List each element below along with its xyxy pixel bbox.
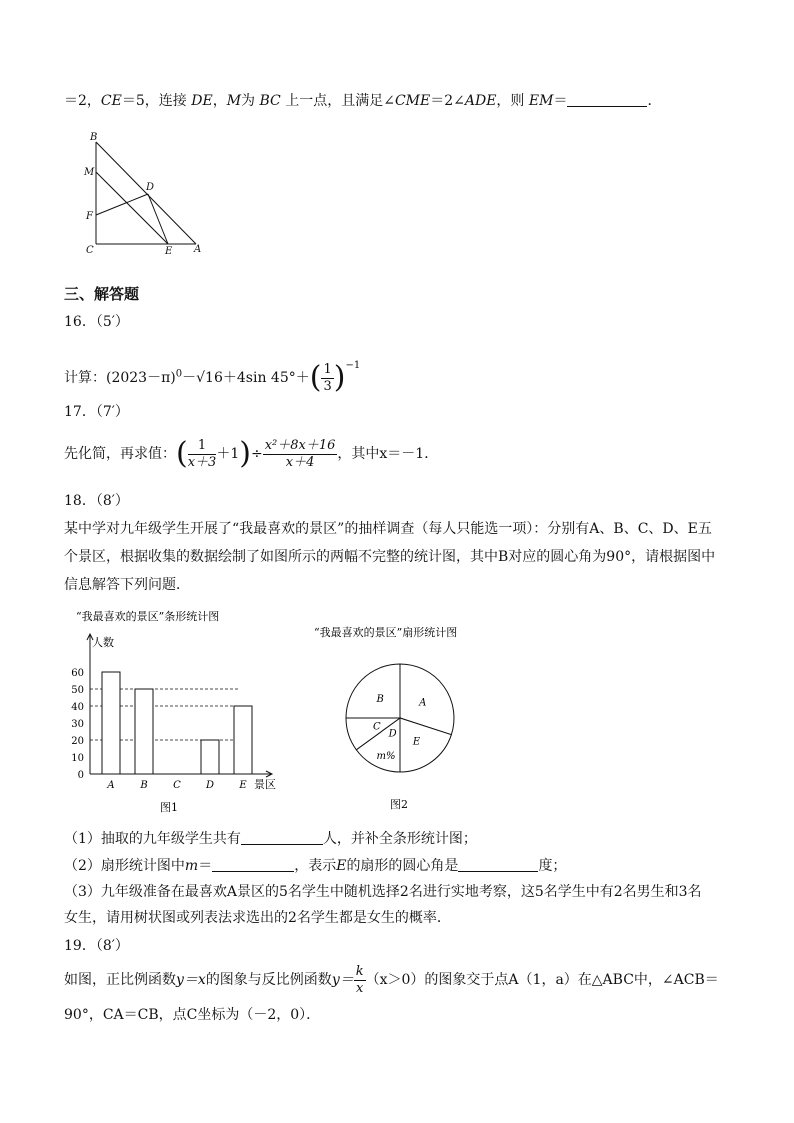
text: ＝5，连接 [121, 93, 187, 109]
q18-number: 18．（8′） [64, 493, 129, 509]
pie-label-C: C [373, 721, 381, 733]
bar-chart-title: “我最喜欢的景区”条形统计图 [76, 610, 220, 623]
numerator: k [355, 963, 364, 979]
var-ce: CE [100, 93, 122, 109]
text: 上一点，且满足∠ [285, 93, 395, 109]
answer-blank[interactable] [458, 857, 538, 872]
denominator: x＋4 [285, 454, 315, 470]
text: ＝2∠ [430, 93, 465, 109]
text: （1）抽取的九年级学生共有 [64, 831, 241, 847]
fraction-one-third [321, 362, 333, 395]
var-de: DE [191, 93, 213, 109]
numerator: 1 [188, 438, 217, 455]
pie-label-D: D [388, 728, 397, 740]
label-c: C [86, 245, 94, 256]
text: ， [212, 93, 227, 109]
label-d: D [146, 182, 155, 193]
q15-geometry-figure [80, 128, 210, 260]
text: 的图象与反比例函数 [205, 972, 332, 988]
expr: y＝ [331, 972, 354, 988]
y-tick-label: 0 [77, 770, 84, 781]
x-tick-label: B [140, 780, 148, 791]
text: 度； [538, 858, 567, 874]
q15-tail-line [64, 92, 661, 110]
y-tick-label: 20 [71, 736, 84, 747]
label-f: F [86, 211, 93, 222]
paren-left: ( [176, 436, 188, 471]
q18-paragraph-3: 信息解答下列问题． [64, 577, 190, 593]
y-tick-label: 10 [71, 753, 84, 764]
var-cme: CME [394, 93, 431, 109]
y-tick-label: 50 [71, 685, 84, 696]
pie-label-A: A [419, 697, 427, 709]
paren-left: ( [309, 360, 322, 395]
fraction-1 [188, 438, 217, 471]
q17-expression [64, 436, 438, 472]
bar-D [201, 740, 219, 774]
exponent: −1 [345, 360, 361, 371]
denominator: x [356, 980, 364, 996]
pie-slice-B [346, 664, 400, 718]
label-m: M [84, 167, 95, 178]
paren-right: ) [333, 360, 346, 395]
text: ，其中x＝－1． [337, 446, 439, 462]
label-e: E [165, 246, 173, 257]
bar-B [135, 689, 153, 774]
var-em: EM [528, 93, 554, 109]
y-tick-label: 30 [71, 719, 84, 730]
denominator: 3 [323, 378, 332, 394]
exponent: 0 [175, 368, 183, 380]
bar-chart-caption: 图1 [160, 801, 178, 814]
expr-part: (2023－π) [106, 370, 176, 386]
answer-blank[interactable] [567, 92, 647, 107]
bar-E [234, 706, 252, 774]
expr-part: ＋1 [216, 446, 240, 462]
text: （2）扇形统计图中 [64, 858, 185, 874]
y-tick-label: 40 [71, 702, 84, 713]
pie-chart-title: “我最喜欢的景区”扇形统计图 [314, 626, 458, 639]
x-tick-label: C [173, 780, 181, 791]
q19-number: 19．（8′） [64, 938, 129, 954]
y-tick-label: 60 [71, 668, 84, 679]
var-ade: ADE [464, 93, 497, 109]
divide-sign: ÷ [250, 446, 263, 462]
q19-line-1 [64, 962, 719, 998]
y-axis-label: 人数 [92, 636, 114, 649]
expr-part: －√16＋4sin 45°＋ [182, 370, 310, 386]
q16-number: 16．（5′） [64, 314, 129, 330]
segment-de [148, 194, 168, 244]
var-bc: BC [259, 93, 281, 109]
pie-label-B: B [376, 694, 384, 706]
x-tick-label: E [239, 780, 247, 791]
text: 计算： [64, 370, 106, 386]
numerator: x²＋8x＋16 [264, 437, 336, 453]
q18-sub-1 [64, 830, 477, 848]
text: （x＞0）的图象交于点A（1，a）在△ABC中，∠ACB＝ [365, 972, 719, 988]
section-title: 三、解答题 [64, 285, 140, 303]
x-tick-label: D [205, 780, 215, 791]
label-a: A [194, 244, 202, 255]
text: 先化简，再求值： [64, 446, 176, 462]
text: ＝ [198, 858, 213, 874]
q18-sub-3a: （3）九年级准备在最喜欢A景区的5名学生中随机选择2名进行实地考察，这5名学生中有2名男生和3名 [64, 884, 702, 900]
text: ，表示 [294, 858, 337, 874]
x-tick-label: A [107, 780, 115, 791]
fraction-2 [263, 438, 338, 471]
answer-blank[interactable] [241, 830, 323, 845]
pie-annotation-m: m% [376, 751, 396, 762]
denominator: x＋3 [187, 454, 217, 470]
text: ＝2， [64, 93, 101, 109]
text: 的扇形的圆心角是 [346, 858, 459, 874]
segment-fd [96, 194, 148, 215]
paren-right: ) [239, 436, 251, 471]
x-axis-label: 景区 [254, 778, 276, 791]
text: ． [647, 93, 662, 109]
segment-me [96, 172, 168, 244]
text: 如图，正比例函数 [64, 972, 176, 988]
q18-paragraph-2: 个景区，根据收集的数据绘制了如图所示的两幅不完整的统计图，其中B对应的圆心角为90°，请根据图中 [64, 549, 716, 565]
q19-line-2: 90°，CA＝CB，点C坐标为（－2，0）． [64, 1007, 321, 1023]
q18-paragraph-1: 某中学对九年级学生开展了“我最喜欢的景区”的抽样调查（每人只能选一项）：分别有A、B、C、D、E五 [64, 521, 712, 537]
text: ，则 [496, 93, 525, 109]
pie-chart [300, 620, 500, 816]
pie-chart-caption: 图2 [390, 798, 408, 811]
q17-number: 17．（7′） [64, 404, 129, 420]
text: ＝ [553, 93, 568, 109]
bar-chart [60, 606, 300, 816]
text: 为 [241, 93, 256, 109]
q18-sub-3b: 女生，请用树状图或列表法求选出的2名学生都是女生的概率． [64, 910, 451, 926]
q16-expression [64, 348, 360, 396]
bar-A [102, 672, 120, 774]
expr: y＝x [176, 972, 206, 988]
pie-label-E: E [412, 736, 421, 748]
answer-blank[interactable] [212, 857, 294, 872]
text: 人，并补全条形统计图； [322, 831, 477, 847]
numerator: 1 [323, 361, 332, 377]
segment-ba [96, 142, 196, 244]
fraction-k-over-x [354, 964, 366, 997]
q18-sub-2 [64, 857, 566, 875]
var-m: m [184, 858, 199, 874]
label-b: B [90, 132, 98, 143]
var-e: E [336, 858, 347, 874]
var-m: M [226, 93, 242, 109]
